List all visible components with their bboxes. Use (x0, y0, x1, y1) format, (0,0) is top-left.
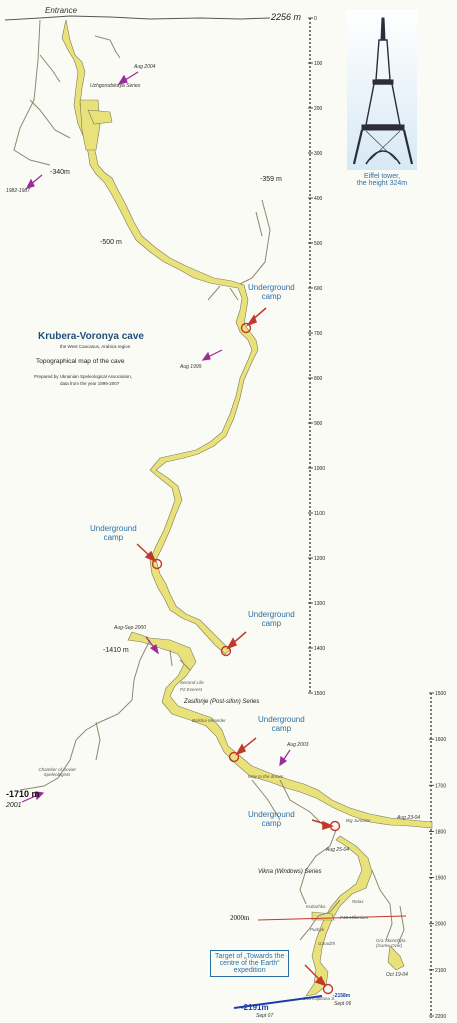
main-scale-tick-label: 0 (314, 16, 317, 22)
depth-1710: -1710 m (6, 789, 40, 799)
main-scale-tick-label: 1100 (314, 511, 325, 517)
camp-label-4-line1: Underground (258, 715, 305, 724)
camp-label-2-line1: Underground (90, 524, 137, 533)
camp-label-5-line2: camp (261, 819, 282, 828)
map-title: Topographical map of the cave (36, 358, 125, 365)
name-dva-kapitana: Dva Kapitana S. (303, 996, 336, 1001)
year-aug1999: Aug 1999 (180, 364, 202, 370)
camp-label-2-line2: camp (103, 533, 124, 542)
target-box (210, 950, 289, 977)
main-scale-tick-label: 700 (314, 331, 323, 337)
lower-scale-tick-label: 2000 (435, 921, 447, 928)
lower-scale-tick-label: 1800 (435, 829, 447, 836)
name-second-life: Second Life (180, 680, 204, 685)
lower-scale-tick-label: 1500 (435, 691, 447, 697)
year-aug2003: Aug 2003 (287, 742, 309, 748)
name-way-dream: Way to the dream (248, 774, 284, 779)
year-oct1904: Oct 19-04 (386, 972, 408, 978)
cave-subtitle: the West Caucasus, Arabica region (60, 344, 131, 349)
main-scale-tick-label: 1000 (314, 466, 326, 472)
main-scale-tick-label: 600 (314, 286, 323, 292)
lower-scale-tick-label: 2100 (435, 967, 447, 974)
main-scale-tick-label: 500 (314, 241, 323, 247)
camp-label-5 (248, 810, 295, 828)
date-arrows (22, 72, 290, 802)
main-scale-tick-label: 1500 (314, 691, 326, 697)
name-bolshoi: Bolshoi Meander (192, 718, 226, 723)
camp-label-1 (248, 283, 295, 301)
main-scale-tick-label: 300 (314, 151, 323, 157)
year-sept07: Sept 07 (256, 1013, 274, 1019)
year-1982: 1982-1987 (6, 188, 30, 194)
main-scale-tick-label: 400 (314, 196, 323, 202)
depth-340: -340m (50, 169, 70, 176)
main-scale-tick-label: 100 (314, 61, 323, 67)
name-uzhgorod: Uzhgorodskaya Series (90, 83, 141, 89)
entrance-label: Entrance (45, 6, 78, 15)
camp-label-2 (90, 524, 137, 542)
depth-500: -500 m (100, 239, 122, 246)
credit-line2: data from the year 1999-2007 (60, 381, 120, 386)
eiffel-caption-line2: the height 324m (356, 180, 408, 187)
main-scale-tick-label: 1200 (314, 556, 326, 562)
name-everest: P2 Everest (180, 687, 203, 692)
camp-label-4 (258, 715, 305, 733)
name-millenium: P40 Millenium (340, 915, 369, 920)
depth-2191: -2191m (241, 1003, 269, 1012)
eiffel-caption-line1: Eiffel tower, (363, 173, 401, 180)
main-scale-tick-label: 1300 (314, 601, 326, 607)
credit-line1: Prepared by Ukrainian Speleological Association, (34, 374, 133, 379)
camp-label-3-line2: camp (261, 619, 282, 628)
lower-scale-tick-label: 1900 (435, 875, 447, 882)
name-game-over: Gra Skonchyla (Game Over) (376, 938, 406, 948)
year-aug2504: Aug 25-04 (326, 847, 350, 853)
name-pudryk: Pudryk (310, 927, 325, 932)
name-chamber: Chamber of Soviet Speleologists (38, 767, 76, 777)
camp-label-5-line1: Underground (248, 810, 295, 819)
lower-scale-ticks (429, 691, 446, 1020)
year-2001: 2001 (6, 802, 22, 809)
lower-scale-tick-label: 2200 (435, 1014, 447, 1020)
target-line3: expedition (233, 967, 266, 974)
main-scale-tick-label: 200 (314, 106, 323, 112)
surface-line (5, 16, 270, 20)
name-garadzh: Garadzh (318, 941, 336, 946)
depth-2158: -2158m (333, 993, 351, 999)
camp-label-1-line2: camp (261, 292, 282, 301)
name-relax: Relax (352, 899, 364, 904)
depth-1410: -1410 m (103, 647, 129, 654)
name-vikna: Vikna (Windows) Series (258, 869, 322, 875)
lower-scale-tick-label: 1700 (435, 783, 447, 790)
main-scale-tick-label: 1400 (314, 646, 326, 652)
name-big-junction: Big Junction (346, 818, 371, 823)
camp-label-4-line2: camp (271, 724, 292, 733)
target-line2: centre of the Earth“ (219, 960, 280, 967)
cave-title: Krubera-Voronya cave (38, 331, 144, 342)
main-scale-tick-label: 900 (314, 421, 323, 427)
camp-label-3-line1: Underground (248, 610, 295, 619)
camp-label-3 (248, 610, 295, 628)
target-line1: Target of „Towards the (215, 953, 285, 960)
side-branches (14, 20, 270, 300)
main-scale-tick-label: 800 (314, 376, 323, 382)
depth-359: -359 m (260, 176, 282, 183)
main-scale-ticks (308, 16, 325, 697)
lower-scale-tick-label: 1600 (435, 737, 447, 744)
name-kvitozhka: Kvitozhka (306, 904, 326, 909)
year-aug2004: Aug 2004 (134, 64, 156, 70)
camp-label-1-line1: Underground (248, 283, 295, 292)
eiffel-caption (352, 173, 412, 187)
scale-top-label: 2256 m (271, 12, 302, 22)
year-augsep2000: Aug-Sep 2000 (114, 625, 146, 631)
depth-2000: 2000m (230, 914, 250, 922)
year-sept06: Sept 06 (334, 1001, 352, 1007)
year-aug2304: Aug 23-04 (397, 815, 421, 821)
name-zasifonje: Zasifonje (Post-sifon) Series (184, 699, 260, 705)
